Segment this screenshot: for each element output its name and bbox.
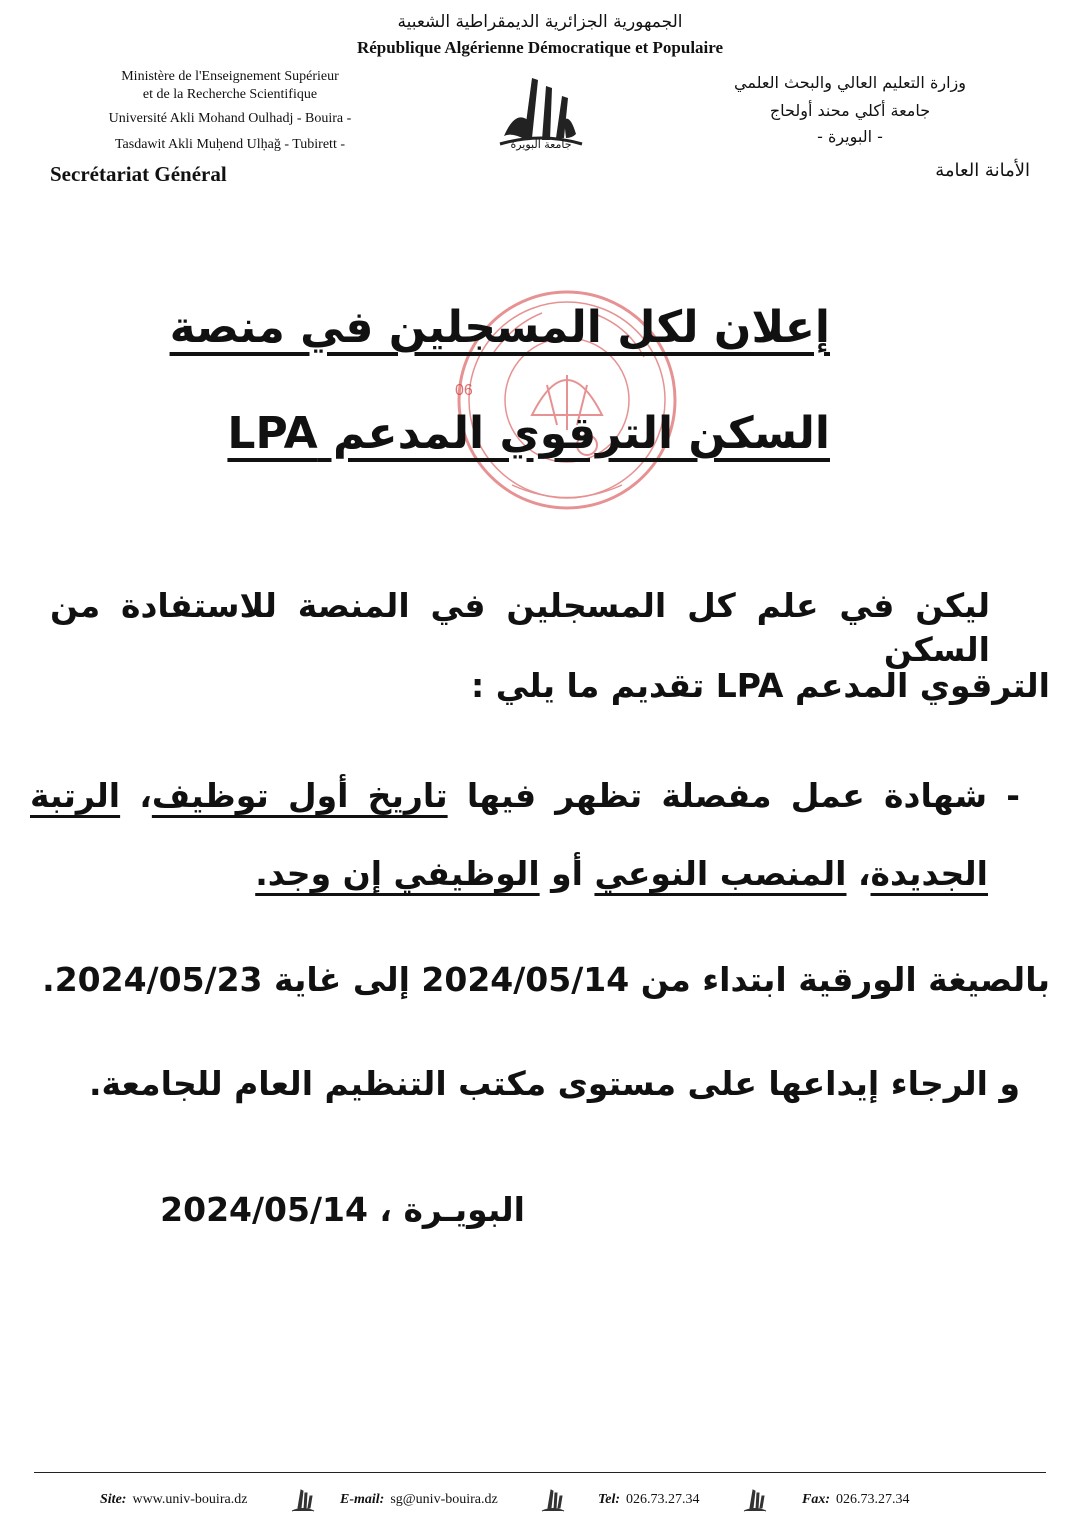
footer-tel-value: 026.73.27.34 bbox=[626, 1492, 700, 1507]
footer-email-value[interactable]: sg@univ-bouira.dz bbox=[390, 1492, 498, 1507]
footer-tel-label: Tel: bbox=[598, 1492, 621, 1507]
footer-logo-icon-2 bbox=[538, 1484, 568, 1514]
footer-divider bbox=[34, 1472, 1046, 1473]
requirement-specific-post: المنصب النوعي bbox=[594, 854, 847, 893]
announcement-title-line-2: السكن الترقوي المدعم LPA bbox=[227, 408, 830, 459]
header-republic-arabic: الجمهورية الجزائرية الديمقراطية الشعبية bbox=[397, 12, 683, 32]
requirement-text: - شهادة عمل مفصلة تظهر فيها bbox=[447, 776, 1020, 815]
footer-logo-icon-1 bbox=[288, 1484, 318, 1514]
intro-line-1: ليكن في علم كل المسجلين في المنصة للاستفادة من السكن bbox=[50, 586, 990, 669]
paper-format-dates: بالصيغة الورقية ابتداء من 2024/05/14 إلى غاية 2024/05/23. bbox=[42, 960, 1050, 999]
ministry-french-line-2: et de la Recherche Scientifique bbox=[142, 87, 318, 102]
deposit-instruction: و الرجاء إيداعها على مستوى مكتب التنظيم العام للجامعة. bbox=[88, 1064, 1020, 1103]
header-republic-french: République Algérienne Démocratique et Populaire bbox=[356, 38, 724, 57]
footer-contact-bar bbox=[0, 1480, 1080, 1520]
footer-site-label: Site: bbox=[100, 1492, 127, 1507]
footer-site-value[interactable]: www.univ-bouira.dz bbox=[132, 1492, 248, 1507]
requirement-new: الجديدة bbox=[870, 854, 988, 893]
secretariat-arabic: الأمانة العامة bbox=[935, 160, 1030, 181]
logo-caption: جامعة البويرة bbox=[510, 138, 572, 151]
footer-fax-label: Fax: bbox=[802, 1492, 830, 1507]
intro-line-2: الترقوي المدعم LPA تقديم ما يلي : bbox=[471, 666, 1050, 705]
university-arabic-line: جامعة أكلي محند أولحاج bbox=[769, 101, 931, 120]
requirement-or: أو bbox=[539, 854, 595, 893]
footer-fax-value: 026.73.27.34 bbox=[836, 1492, 910, 1507]
requirement-line-1 bbox=[30, 774, 1020, 818]
announcement-title-line-1: إعلان لكل المسجلين في منصة bbox=[169, 302, 830, 353]
requirement-functional-post: الوظيفي إن وجد. bbox=[255, 854, 540, 893]
secretariat-french: Secrétariat Général bbox=[50, 162, 227, 186]
city-arabic-line: - البويرة - bbox=[817, 127, 883, 146]
place-and-date: البويـرة ، 2024/05/14 bbox=[160, 1190, 525, 1229]
ministry-arabic-line: وزارة التعليم العالي والبحث العلمي bbox=[734, 73, 966, 92]
stamp-number: 06 bbox=[455, 382, 473, 399]
requirement-separator-1: ، bbox=[120, 776, 152, 815]
university-french-line: Université Akli Mohand Oulhadj - Bouira - bbox=[108, 111, 352, 126]
requirement-separator-2: ، bbox=[846, 854, 871, 893]
footer-logo-icon-3 bbox=[740, 1484, 770, 1514]
ministry-french-line-1: Ministère de l'Enseignement Supérieur bbox=[121, 69, 339, 84]
requirement-rank: الرتبة bbox=[30, 776, 121, 815]
footer-email-label: E-mail: bbox=[340, 1492, 385, 1507]
requirement-line-2 bbox=[255, 852, 988, 896]
university-kabyle-line: Tasdawit Akli Muḥend Ulḥağ - Tubirett - bbox=[114, 137, 345, 152]
requirement-first-hiring-date: تاريخ أول توظيف bbox=[151, 776, 448, 815]
